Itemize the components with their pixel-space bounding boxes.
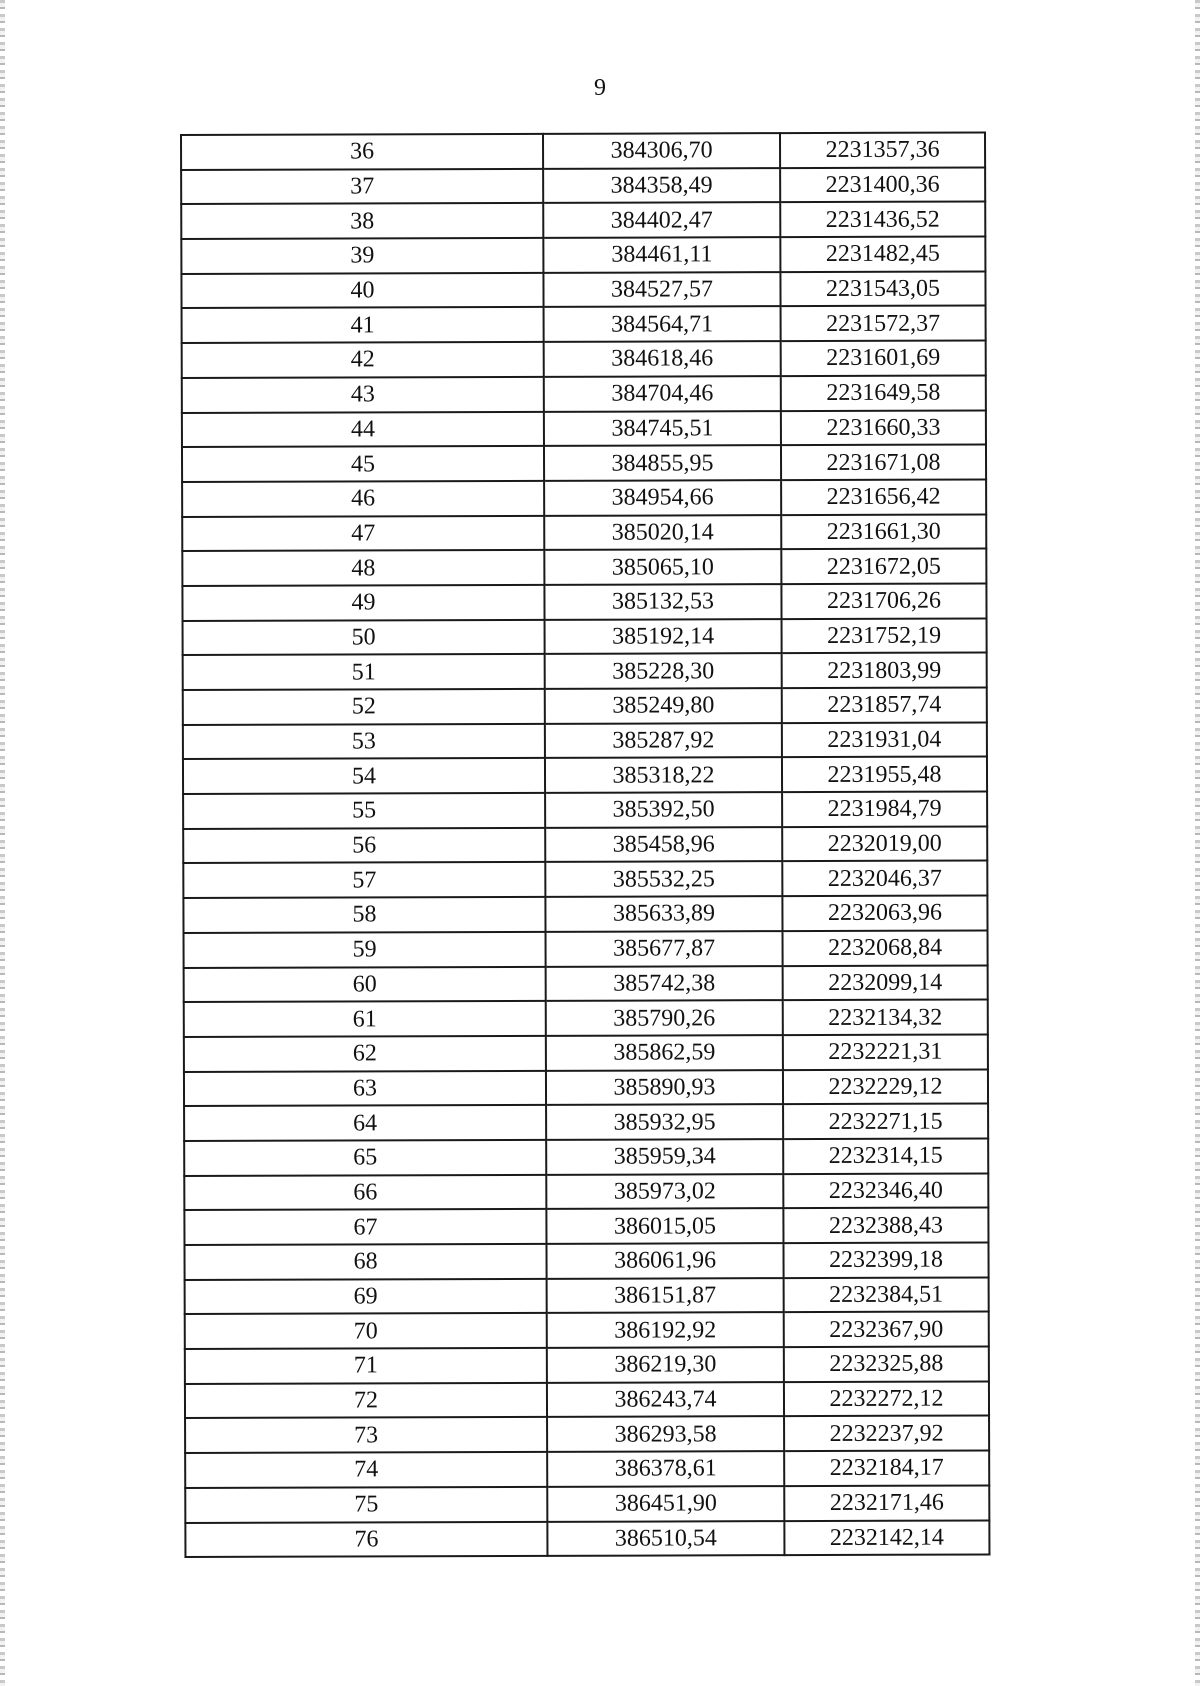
table-row	[182, 445, 986, 482]
x-coordinate-cell: 386192,92	[547, 1312, 784, 1347]
point-number-cell: 38	[181, 203, 543, 239]
table-row	[185, 1416, 989, 1453]
table-row	[183, 687, 987, 724]
y-coordinate-cell: 2232399,18	[783, 1242, 988, 1277]
table-row	[182, 306, 986, 343]
table-row	[183, 757, 987, 794]
point-number-cell: 69	[185, 1279, 547, 1315]
coordinates-table	[180, 131, 990, 1558]
x-coordinate-cell: 385065,10	[544, 549, 781, 584]
y-coordinate-cell: 2231803,99	[782, 653, 987, 688]
y-coordinate-cell: 2232272,12	[784, 1381, 989, 1416]
x-coordinate-cell: 386219,30	[547, 1347, 784, 1382]
table-row	[185, 1381, 989, 1418]
x-coordinate-cell: 384527,57	[543, 272, 780, 307]
point-number-cell: 42	[182, 342, 544, 378]
x-coordinate-cell: 386015,05	[546, 1208, 783, 1243]
y-coordinate-cell: 2231984,79	[782, 792, 987, 827]
point-number-cell: 71	[185, 1348, 547, 1384]
point-number-cell: 58	[183, 897, 545, 933]
y-coordinate-cell: 2231955,48	[782, 757, 987, 792]
table-row	[184, 965, 988, 1002]
y-coordinate-cell: 2232019,00	[782, 826, 987, 861]
x-coordinate-cell: 384402,47	[543, 202, 780, 237]
table-row	[185, 1451, 989, 1488]
table-row	[183, 896, 987, 933]
table-row	[183, 722, 987, 759]
x-coordinate-cell: 384358,49	[543, 168, 780, 203]
point-number-cell: 52	[183, 689, 545, 725]
x-coordinate-cell: 385959,34	[546, 1139, 783, 1174]
table-row	[181, 237, 985, 274]
point-number-cell: 72	[185, 1383, 547, 1419]
table-row	[183, 653, 987, 690]
point-number-cell: 45	[182, 446, 544, 482]
y-coordinate-cell: 2231543,05	[780, 271, 985, 306]
x-coordinate-cell: 386151,87	[547, 1278, 784, 1313]
y-coordinate-cell: 2231706,26	[781, 583, 986, 618]
y-coordinate-cell: 2232099,14	[783, 965, 988, 1000]
scan-edge-right	[1195, 0, 1200, 1686]
table-row	[184, 1034, 988, 1071]
table-row	[184, 1000, 988, 1037]
y-coordinate-cell: 2231752,19	[782, 618, 987, 653]
point-number-cell: 44	[182, 411, 544, 447]
y-coordinate-cell: 2231357,36	[780, 132, 985, 167]
table-row	[185, 1312, 989, 1349]
x-coordinate-cell: 385192,14	[545, 619, 782, 654]
x-coordinate-cell: 386510,54	[547, 1521, 784, 1556]
table-row	[181, 132, 985, 169]
y-coordinate-cell: 2232171,46	[784, 1485, 989, 1520]
y-coordinate-cell: 2232046,37	[782, 861, 987, 896]
x-coordinate-cell: 385932,95	[546, 1104, 783, 1139]
table-row	[181, 202, 985, 239]
table-row	[185, 1277, 989, 1314]
point-number-cell: 49	[182, 585, 544, 621]
x-coordinate-cell: 385742,38	[546, 966, 783, 1001]
y-coordinate-cell: 2232325,88	[784, 1347, 989, 1382]
y-coordinate-cell: 2231601,69	[781, 341, 986, 376]
x-coordinate-cell: 385318,22	[545, 757, 782, 792]
point-number-cell: 53	[183, 724, 545, 760]
point-number-cell: 75	[185, 1487, 547, 1523]
x-coordinate-cell: 386451,90	[547, 1486, 784, 1521]
table-row	[182, 341, 986, 378]
x-coordinate-cell: 385790,26	[546, 1000, 783, 1035]
x-coordinate-cell: 386293,58	[547, 1417, 784, 1452]
y-coordinate-cell: 2231572,37	[781, 306, 986, 341]
point-number-cell: 64	[184, 1105, 546, 1141]
x-coordinate-cell: 385020,14	[544, 515, 781, 550]
x-coordinate-cell: 385862,59	[546, 1035, 783, 1070]
y-coordinate-cell: 2231672,05	[781, 549, 986, 584]
x-coordinate-cell: 385890,93	[546, 1070, 783, 1105]
point-number-cell: 59	[184, 932, 546, 968]
table-row	[182, 549, 986, 586]
point-number-cell: 37	[181, 169, 543, 205]
y-coordinate-cell: 2231482,45	[780, 237, 985, 272]
table-row	[184, 1242, 988, 1279]
x-coordinate-cell: 384704,46	[544, 376, 781, 411]
point-number-cell: 66	[184, 1174, 546, 1210]
point-number-cell: 73	[185, 1417, 547, 1453]
point-number-cell: 65	[184, 1140, 546, 1176]
point-number-cell: 60	[184, 966, 546, 1002]
point-number-cell: 70	[185, 1313, 547, 1349]
x-coordinate-cell: 384855,95	[544, 445, 781, 480]
x-coordinate-cell: 385132,53	[544, 584, 781, 619]
point-number-cell: 67	[184, 1209, 546, 1245]
point-number-cell: 55	[183, 793, 545, 829]
x-coordinate-cell: 386378,61	[547, 1451, 784, 1486]
point-number-cell: 47	[182, 515, 544, 551]
x-coordinate-cell: 385633,89	[545, 896, 782, 931]
table-row	[184, 1208, 988, 1245]
coordinates-table-body	[181, 132, 989, 1557]
y-coordinate-cell: 2232068,84	[783, 930, 988, 965]
y-coordinate-cell: 2232384,51	[784, 1277, 989, 1312]
table-row	[182, 583, 986, 620]
x-coordinate-cell: 386061,96	[546, 1243, 783, 1278]
y-coordinate-cell: 2232063,96	[782, 896, 987, 931]
point-number-cell: 36	[181, 134, 543, 170]
x-coordinate-cell: 384745,51	[544, 411, 781, 446]
point-number-cell: 68	[184, 1244, 546, 1280]
y-coordinate-cell: 2232314,15	[783, 1138, 988, 1173]
table-row	[183, 861, 987, 898]
table-row	[184, 1138, 988, 1175]
table-row	[183, 618, 987, 655]
table-row	[184, 1173, 988, 1210]
x-coordinate-cell: 385249,80	[545, 688, 782, 723]
y-coordinate-cell: 2231649,58	[781, 375, 986, 410]
y-coordinate-cell: 2231436,52	[780, 202, 985, 237]
y-coordinate-cell: 2232388,43	[783, 1208, 988, 1243]
point-number-cell: 51	[183, 654, 545, 690]
point-number-cell: 56	[183, 828, 545, 864]
y-coordinate-cell: 2232221,31	[783, 1034, 988, 1069]
point-number-cell: 50	[183, 619, 545, 655]
table-row	[182, 514, 986, 551]
y-coordinate-cell: 2231931,04	[782, 722, 987, 757]
x-coordinate-cell: 384954,66	[544, 480, 781, 515]
x-coordinate-cell: 385532,25	[545, 862, 782, 897]
x-coordinate-cell: 385287,92	[545, 723, 782, 758]
y-coordinate-cell: 2232229,12	[783, 1069, 988, 1104]
point-number-cell: 39	[181, 238, 543, 274]
table-row	[182, 479, 986, 516]
y-coordinate-cell: 2232367,90	[784, 1312, 989, 1347]
x-coordinate-cell: 385392,50	[545, 792, 782, 827]
table-row	[184, 1104, 988, 1141]
point-number-cell: 76	[185, 1521, 547, 1557]
page-number: 9	[594, 75, 606, 101]
table-row	[181, 167, 985, 204]
y-coordinate-cell: 2231661,30	[781, 514, 986, 549]
x-coordinate-cell: 385973,02	[546, 1174, 783, 1209]
y-coordinate-cell: 2231656,42	[781, 479, 986, 514]
point-number-cell: 62	[184, 1036, 546, 1072]
point-number-cell: 63	[184, 1070, 546, 1106]
table-row	[183, 826, 987, 863]
x-coordinate-cell: 385458,96	[545, 827, 782, 862]
table-row	[182, 375, 986, 412]
y-coordinate-cell: 2231400,36	[780, 167, 985, 202]
x-coordinate-cell: 385228,30	[545, 653, 782, 688]
x-coordinate-cell: 384564,71	[544, 307, 781, 342]
y-coordinate-cell: 2232237,92	[784, 1416, 989, 1451]
table-row	[185, 1347, 989, 1384]
table-row	[185, 1485, 989, 1522]
x-coordinate-cell: 384306,70	[543, 133, 780, 168]
y-coordinate-cell: 2232184,17	[784, 1451, 989, 1486]
table-row	[183, 792, 987, 829]
y-coordinate-cell: 2232346,40	[783, 1173, 988, 1208]
point-number-cell: 40	[181, 273, 543, 309]
point-number-cell: 41	[182, 307, 544, 343]
table-row	[184, 1069, 988, 1106]
point-number-cell: 74	[185, 1452, 547, 1488]
y-coordinate-cell: 2231857,74	[782, 687, 987, 722]
x-coordinate-cell: 384461,11	[543, 237, 780, 272]
point-number-cell: 43	[182, 377, 544, 413]
table-row	[182, 410, 986, 447]
table-row	[184, 930, 988, 967]
table-row	[185, 1520, 989, 1557]
y-coordinate-cell: 2232142,14	[784, 1520, 989, 1555]
point-number-cell: 61	[184, 1001, 546, 1037]
x-coordinate-cell: 385677,87	[546, 931, 783, 966]
x-coordinate-cell: 384618,46	[544, 341, 781, 376]
y-coordinate-cell: 2231671,08	[781, 445, 986, 480]
x-coordinate-cell: 386243,74	[547, 1382, 784, 1417]
point-number-cell: 57	[183, 862, 545, 898]
point-number-cell: 46	[182, 481, 544, 517]
y-coordinate-cell: 2232134,32	[783, 1000, 988, 1035]
y-coordinate-cell: 2231660,33	[781, 410, 986, 445]
table-row	[181, 271, 985, 308]
scan-edge-left	[0, 0, 5, 1686]
y-coordinate-cell: 2232271,15	[783, 1104, 988, 1139]
point-number-cell: 54	[183, 758, 545, 794]
point-number-cell: 48	[182, 550, 544, 586]
